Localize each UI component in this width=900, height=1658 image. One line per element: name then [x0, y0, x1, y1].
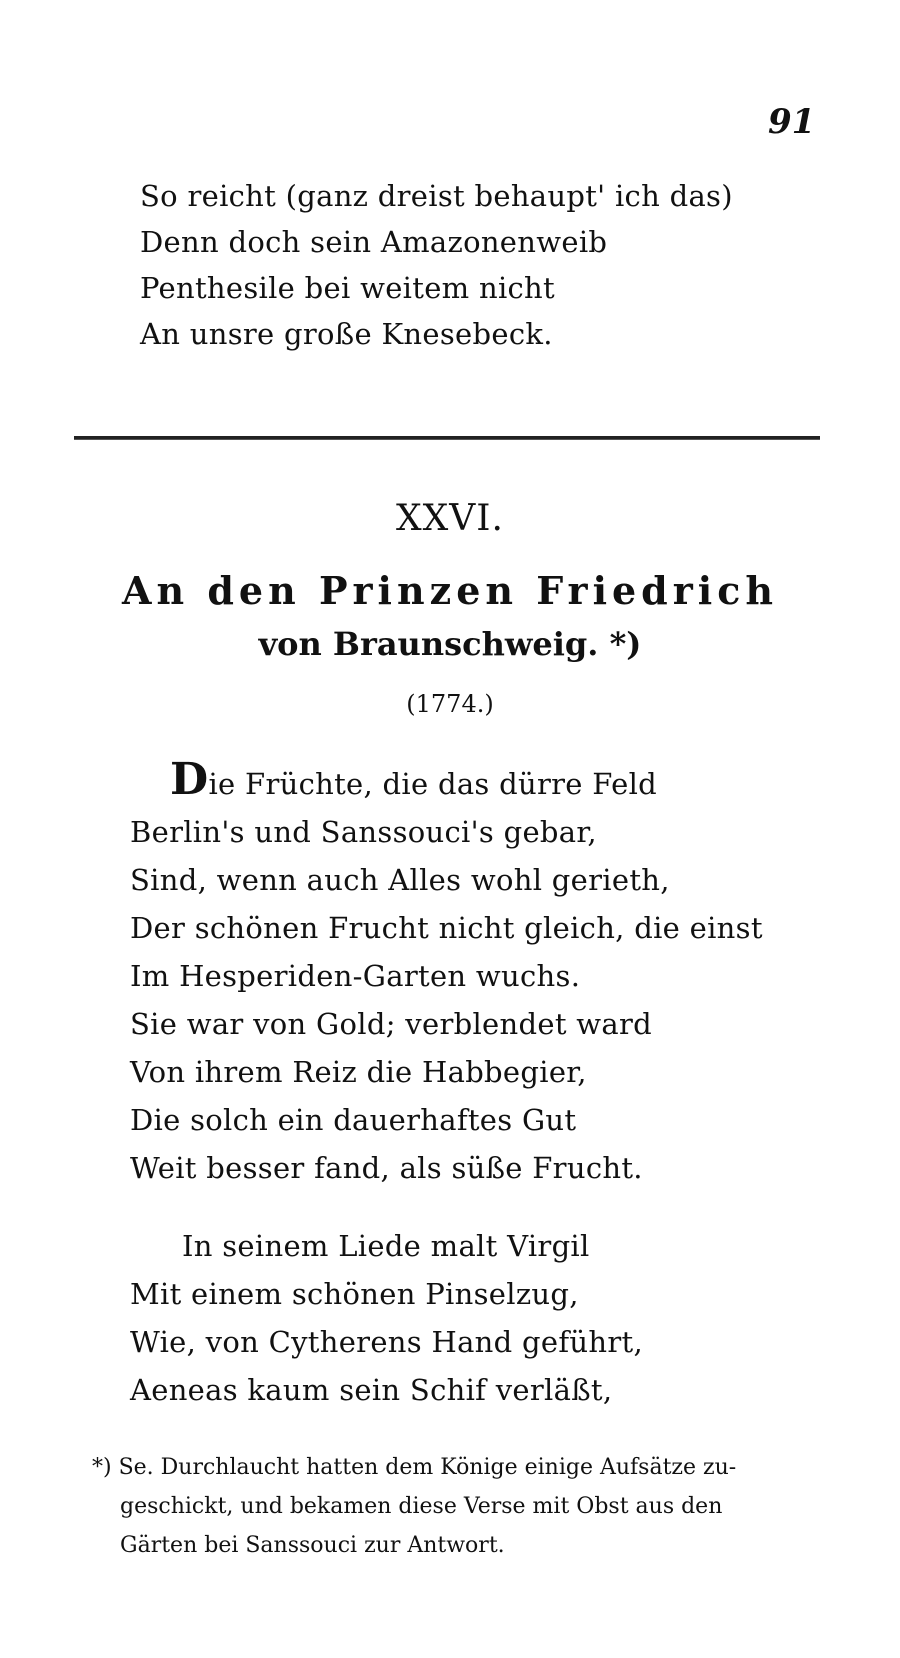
- section-divider: [74, 436, 820, 440]
- verse-line: Der schönen Frucht nicht gleich, die einst: [130, 911, 763, 945]
- poem-subtitle: von Braunschweig. *): [258, 625, 642, 663]
- top-stanza: [140, 173, 733, 357]
- verse-line: Von ihrem Reiz die Habbegier,: [130, 1055, 587, 1089]
- verse-line: So reicht (ganz dreist behaupt' ich das): [140, 179, 733, 213]
- stanza-2: [130, 1222, 643, 1414]
- section-number: XXVI.: [396, 498, 504, 539]
- verse-line: Mit einem schönen Pinselzug,: [130, 1277, 579, 1311]
- drop-cap: D: [170, 754, 209, 805]
- footnote-line: geschickt, und bekamen diese Verse mit Obst aus den: [120, 1494, 723, 1519]
- verse-line: Aeneas kaum sein Schif verläßt,: [130, 1373, 613, 1407]
- poem-date: (1774.): [406, 690, 494, 718]
- verse-line: Penthesile bei weitem nicht: [140, 271, 555, 305]
- verse-line: Wie, von Cytherens Hand geführt,: [130, 1325, 643, 1359]
- first-line-text: ie Früchte, die das dürre Feld: [208, 767, 658, 801]
- verse-line: Sind, wenn auch Alles wohl gerieth,: [130, 863, 670, 897]
- verse-line: Denn doch sein Amazonenweib: [140, 225, 608, 259]
- verse-line: [130, 754, 763, 808]
- footnote: [92, 1448, 822, 1565]
- verse-line: In seinem Liede malt Virgil: [182, 1229, 590, 1263]
- page-number: 91: [768, 102, 816, 142]
- poem-title: An den Prinzen Friedrich: [122, 568, 778, 613]
- verse-line: Im Hesperiden-Garten wuchs.: [130, 959, 581, 993]
- footnote-line: Gärten bei Sanssouci zur Antwort.: [120, 1533, 505, 1558]
- verse-line: Weit besser fand, als süße Frucht.: [130, 1151, 643, 1185]
- verse-line: Berlin's und Sanssouci's gebar,: [130, 815, 597, 849]
- stanza-1: [130, 754, 763, 1192]
- footnote-line: *) Se. Durchlaucht hatten dem Könige einige Aufsätze zu-: [92, 1455, 737, 1480]
- verse-line: Sie war von Gold; verblendet ward: [130, 1007, 653, 1041]
- verse-line: An unsre große Knesebeck.: [140, 317, 553, 351]
- verse-line: Die solch ein dauerhaftes Gut: [130, 1103, 577, 1137]
